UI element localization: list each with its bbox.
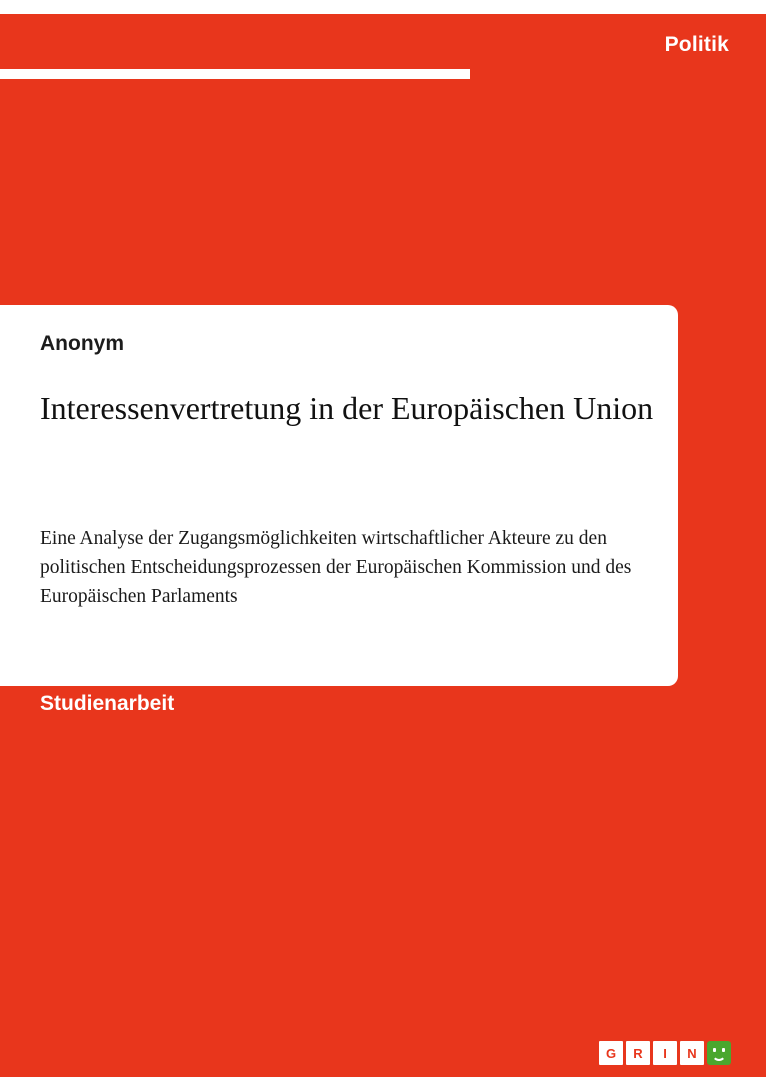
grin-publisher-logo: [599, 1041, 731, 1065]
document-type-label: Studienarbeit: [40, 692, 175, 715]
logo-letter-r: R: [626, 1041, 650, 1065]
logo-letter-g: G: [599, 1041, 623, 1065]
smiley-eye-left: [713, 1048, 716, 1052]
smiley-mouth: [712, 1053, 726, 1061]
page-title: Interessenvertretung in der Europäischen Union: [40, 390, 654, 426]
smiley-icon: [707, 1041, 731, 1065]
white-gap-strip: [0, 69, 470, 79]
subtitle: Eine Analyse der Zugangsmöglichkeiten wirtschaftlicher Akteure zu den politischen Entscheidungsprozessen der Europäischen Kommission und des Europäischen Parlaments: [40, 528, 632, 607]
top-white-margin: [0, 0, 766, 14]
category-label: Politik: [664, 33, 729, 56]
smiley-eye-right: [722, 1048, 725, 1052]
logo-letter-n: N: [680, 1041, 704, 1065]
author-name: Anonym: [40, 332, 124, 355]
title-card: [0, 305, 678, 686]
logo-letter-i: I: [653, 1041, 677, 1065]
